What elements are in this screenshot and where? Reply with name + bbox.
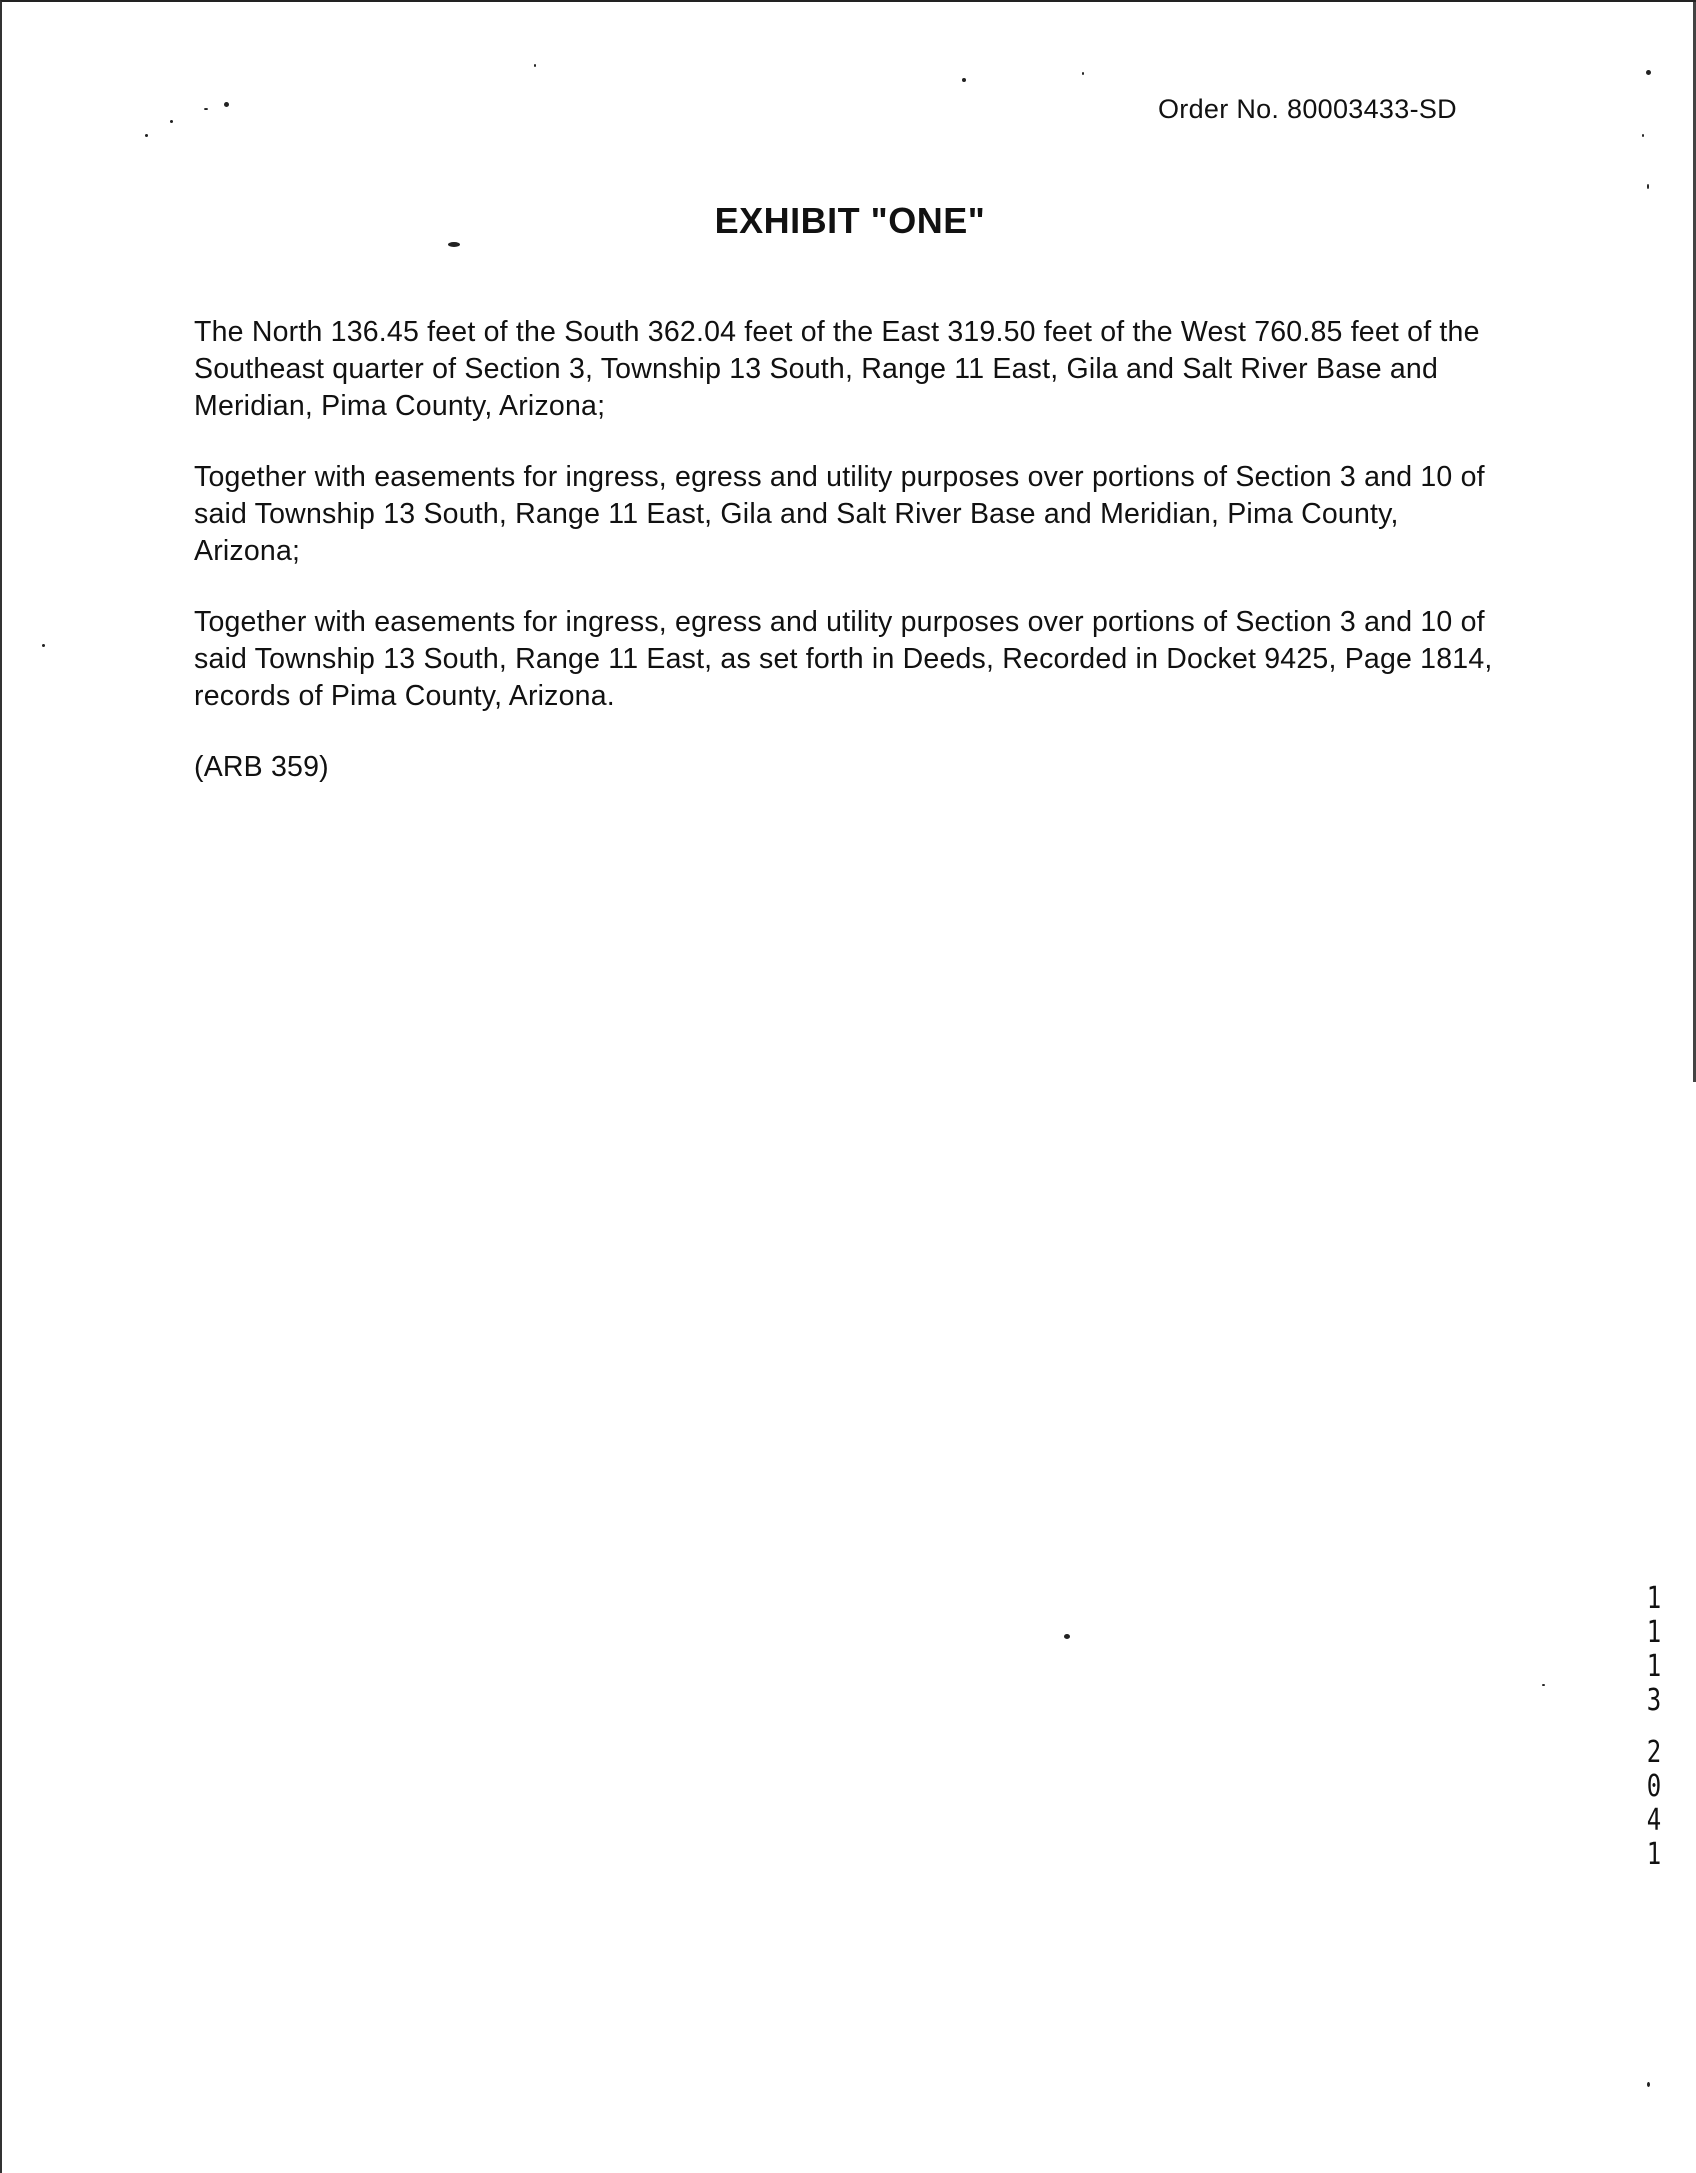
paragraph-easement-2: Together with easements for ingress, egress and utility purposes over portions of Section 3 and 10 of said Township 13 South, Range 11 East, as set forth in Deeds, Recorded in Docket 9425, Page 1814, records of Pima County, Arizona.	[194, 606, 1493, 712]
stamp-digit: 4	[1646, 1803, 1662, 1838]
scan-speck	[224, 102, 229, 107]
stamp-digit: 1	[1646, 1615, 1662, 1650]
stamp-digit: 0	[1646, 1769, 1662, 1804]
stamp-digit: 3	[1646, 1683, 1662, 1718]
scan-speck	[1646, 70, 1651, 75]
legal-description	[194, 314, 1496, 786]
scan-speck	[1542, 1684, 1545, 1686]
stamp-digit: 2	[1646, 1735, 1662, 1770]
scan-speck	[1082, 72, 1084, 75]
scan-speck	[42, 644, 45, 647]
scan-speck	[534, 64, 536, 67]
stamp-digit: 1	[1646, 1837, 1662, 1872]
scan-speck	[1647, 184, 1649, 189]
scan-speck	[1064, 1634, 1070, 1639]
order-number: Order No. 80003433-SD	[1158, 94, 1457, 124]
scan-speck	[204, 108, 208, 110]
scan-speck	[962, 78, 966, 82]
scan-speck	[1647, 2082, 1650, 2087]
recording-stamp	[1638, 1582, 1670, 1872]
scan-speck	[170, 120, 173, 123]
stamp-digit: 1	[1646, 1581, 1662, 1616]
paragraph-easement-1: Together with easements for ingress, egress and utility purposes over portions of Section 3 and 10 of said Township 13 South, Range 11 East, Gila and Salt River Base and Meridian, Pima County, Arizona;	[194, 461, 1485, 567]
scan-speck	[1642, 134, 1644, 137]
scan-speck	[448, 242, 460, 247]
paragraph-parcel: The North 136.45 feet of the South 362.04 feet of the East 319.50 feet of the West 760.85 feet of the Southeast quarter of Section 3, Township 13 South, Range 11 East, Gila and Salt River Base and Meridian, Pima County, Arizona;	[194, 316, 1480, 422]
scan-speck	[145, 134, 148, 137]
exhibit-title: EXHIBIT "ONE"	[714, 200, 986, 241]
stamp-digit: 1	[1646, 1649, 1662, 1684]
arb-reference: (ARB 359)	[194, 751, 329, 783]
